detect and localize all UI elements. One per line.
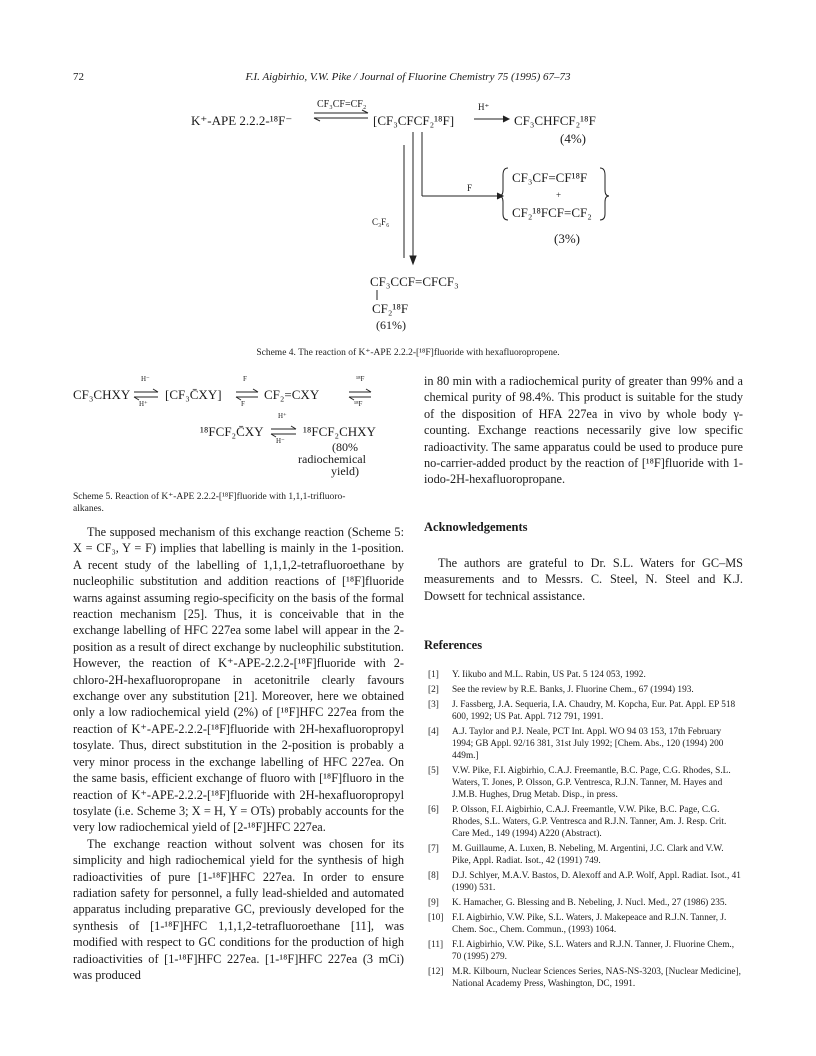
s4-reagent: CF₃CF=CF₂ bbox=[317, 99, 367, 110]
s4-product-bottom-2: CF₂¹⁸F bbox=[372, 301, 409, 316]
reference-text: D.J. Schlyer, M.A.V. Bastos, D. Alexoff and A.P. Wolf, Appl. Radiat. Isot., 41 (1990) 531. bbox=[452, 871, 741, 894]
s4-reactant: K⁺-APE 2.2.2-¹⁸F⁻ bbox=[191, 113, 293, 128]
reference-text: A.J. Taylor and P.J. Neale, PCT Int. Appl. WO 94 03 153, 17th February 1994; GB Appl. 92/16 381, 31st July 1992; [Chem. Abs., 120 (1994) 200 449m.] bbox=[452, 726, 724, 761]
reference-number: [5] bbox=[428, 765, 439, 776]
reference-text: See the review by R.E. Banks, J. Fluorine Chem., 67 (1994) 193. bbox=[452, 684, 694, 695]
reference-text: K. Hamacher, G. Blessing and B. Nebeling, J. Nucl. Med., 27 (1986) 235. bbox=[452, 898, 727, 909]
reference-text: M. Guillaume, A. Luxen, B. Nebeling, M. Argentini, J.C. Clark and V.W. Pike, Appl. Radiat. Isot., 42 (1991) 749. bbox=[452, 844, 724, 867]
scheme-4-caption: Scheme 4. The reaction of K⁺-APE 2.2.2-[¹⁸F]fluoride with hexafluoropropene. bbox=[256, 348, 560, 358]
reference-number: [4] bbox=[428, 726, 439, 737]
reference-item bbox=[424, 912, 743, 936]
reference-item bbox=[424, 726, 743, 763]
reference-number: [11] bbox=[428, 940, 444, 950]
s5-a2-bot: F bbox=[241, 400, 245, 408]
reference-number: [12] bbox=[428, 967, 444, 977]
s4-plus: + bbox=[556, 190, 562, 200]
scheme-5-caption-1: Scheme 5. Reaction of K⁺-APE 2.2.2-[¹⁸F]fluoride with 1,1,1-trifluoro- bbox=[73, 492, 346, 502]
s5-a4-top: H⁺ bbox=[278, 412, 287, 420]
acknowledgements bbox=[424, 555, 743, 604]
reference-number: [7] bbox=[428, 844, 439, 855]
s4-product-bottom-1: CF₃CCF=CFCF₃ bbox=[370, 274, 459, 289]
reference-text: M.R. Kilbourn, Nuclear Sciences Series, NAS-NS-3203, [Nuclear Medicine], National Academy Press, Washington, DC, 1991. bbox=[452, 967, 741, 990]
acknowledgements-heading: Acknowledgements bbox=[424, 520, 528, 534]
reference-item bbox=[424, 966, 743, 990]
scheme-5-caption-2: alkanes. bbox=[73, 504, 104, 514]
references-heading: References bbox=[424, 638, 483, 652]
s5-a3-bot: ¹⁸F bbox=[354, 400, 363, 408]
s5-yield-1: (80% bbox=[332, 440, 358, 454]
reference-text: Y. Iikubo and M.L. Rabin, US Pat. 5 124 053, 1992. bbox=[452, 670, 646, 680]
s4-yield-mid: (3%) bbox=[554, 231, 580, 246]
reference-item bbox=[424, 939, 743, 963]
s5-a2-top: F bbox=[243, 375, 247, 383]
s5-s2: [CF₃C̄XY] bbox=[165, 387, 222, 402]
s4-product-top: CF₃CHFCF₂¹⁸F bbox=[514, 113, 596, 128]
reference-item bbox=[424, 684, 743, 696]
references-list bbox=[424, 669, 743, 993]
reference-number: [2] bbox=[428, 684, 439, 695]
s4-branch-label: F bbox=[467, 183, 473, 193]
reference-text: J. Fassberg, J.A. Sequeria, I.A. Chaudry, M. Kopcha, Eur. Pat. Appl. EP 518 600, 1992; US Pat. Appl. 712 791, 1991. bbox=[452, 699, 736, 722]
reference-number: [8] bbox=[428, 871, 439, 882]
s5-s3: CF₂=CXY bbox=[264, 387, 320, 402]
acknowledgements-text: The authors are grateful to Dr. S.L. Waters for GC–MS measurements and to Messrs. C. Steel, N. Steel and K.J. Dowsett for technical assistance. bbox=[424, 556, 743, 603]
reference-item bbox=[424, 897, 743, 909]
s5-s1: CF₃CHXY bbox=[73, 387, 131, 402]
reference-item bbox=[424, 765, 743, 802]
paragraph-exchange: The exchange reaction without solvent was chosen for its simplicity and high radiochemical yield for the synthesis of high radioactivities of pure [1-¹⁸F]HFC 227ea. In order to ensure radiation safety for personnel, a fully lead-shielded and automated apparatus including preparative GC, previously developed for the synthesis of [1-¹⁸F]HFC 1,1,1,2-tetrafluoroethane [11], was modified with respect to GC conditions for the production of high radioactivities of [1-¹⁸F]HFC 227ea. [1-¹⁸F]HFC 227ea (3 mCi) was produced bbox=[73, 836, 404, 982]
s4-yield-bottom: (61%) bbox=[376, 318, 406, 332]
s5-a4-bot: H⁻ bbox=[276, 437, 285, 445]
reference-number: [3] bbox=[428, 699, 439, 710]
reference-number: [1] bbox=[428, 670, 439, 680]
page-number: 72 bbox=[73, 71, 84, 83]
s5-a1-bot: H⁺ bbox=[139, 400, 148, 408]
paragraph-continued: in 80 min with a radiochemical purity of greater than 99% and a chemical purity of 98.4%. This product is suitable for the study of the disposition of HFA 227ea in vivo by whole body γ-counting. Exchange reactions necessarily give low specific radioactivity. The same apparatus could be used to produce pure no-carrier-added product by the reaction of [¹⁸F]fluoride with 1-iodo-2H-hexafluoropropane. bbox=[424, 374, 743, 487]
reference-number: [10] bbox=[428, 913, 444, 923]
s4-arrows bbox=[0, 0, 816, 340]
right-column bbox=[424, 373, 743, 488]
reference-text: F.I. Aigbirhio, V.W. Pike, S.L. Waters and R.J.N. Tanner, J. Fluorine Chem., 70 (1995) 279. bbox=[452, 940, 735, 963]
s5-s4: ¹⁸FCF₂C̄XY bbox=[200, 424, 264, 439]
reference-text: P. Olsson, F.I. Aigbirhio, C.A.J. Freemantle, V.W. Pike, B.C. Page, C.G. Rhodes, S.L. Waters, G.P. Ventresca and R.J.N. Tanner, Am. J. Resp. Crit. Care Med., 149 (1994) A220 (Abstract). bbox=[452, 805, 727, 840]
reference-text: V.W. Pike, F.I. Aigbirhio, C.A.J. Freemantle, B.C. Page, C.G. Rhodes, S.L. Waters, T. Jones, P. Olsson, G.P. Ventresca, R.J.N. Tanner, M. Hayes and J.M.B. Hughes, Drug Metab. Disp., in press. bbox=[452, 765, 731, 801]
reference-item bbox=[424, 669, 743, 681]
left-column bbox=[73, 524, 404, 983]
s4-proton: H⁺ bbox=[478, 102, 490, 112]
reference-text: F.I. Aigbirhio, V.W. Pike, S.L. Waters, J. Makepeace and R.J.N. Tanner, J. Chem. Soc., Chem. Commun., (1993) 1064. bbox=[452, 913, 727, 936]
paragraph-mechanism: The supposed mechanism of this exchange reaction (Scheme 5: X = CF₃, Y = F) implies that labelling is mainly in the 1-position. A recent study of the labelling of 1,1,1,2-tetrafluoroethane by nucleophilic substitution and addition reactions of [¹⁸F]fluoride warns against assuming regio-specificity on the basis of the formal reaction mechanism [25]. Thus, it is conceivable that in the exchange labelling of HFC 227ea some label will appear in the 2-position as a result of direct exchange by nucleophilic substitution. However, the reaction of K⁺-APE-2.2.2-[¹⁸F]fluoride with 2-chloro-2H-hexafluoropropane in acetonitrile clearly favours exchange over any substitution [21]. Moreover, here we obtained only a low radiochemical yield (2%) of [¹⁸F]HFC 227ea from the reaction of K⁺-APE-2.2.2-[¹⁸F]fluoride with 2H-hexafluoropropyl tosylate. Thus, direct substitution in the 2-position is probably a very minor process in the exchange labelling of HFC 227ea. On the same basis, efficient exchange of fluoro with [¹⁸F]fluoro in the reaction of K⁺-APE-2.2.2-[¹⁸F]fluoride with 2H-hexafluoropropyl tosylate (i.e. Scheme 3; X = H, Y = OTs) probably accounts for the very low radiochemical yield of [2-¹⁸F]HFC 227ea. bbox=[73, 525, 404, 835]
s5-a3-top: ¹⁸F bbox=[356, 375, 365, 383]
s5-s5: ¹⁸FCF₂CHXY bbox=[303, 424, 376, 439]
s4-product-a: CF₃CF=CF¹⁸F bbox=[512, 170, 588, 185]
reference-item bbox=[424, 870, 743, 894]
reference-item bbox=[424, 843, 743, 867]
s4-yield-top: (4%) bbox=[560, 131, 586, 146]
reference-number: [9] bbox=[428, 898, 439, 909]
s4-intermediate: [CF₃CFCF₂¹⁸F] bbox=[373, 113, 455, 128]
s5-yield-3: yield) bbox=[331, 464, 359, 478]
s4-product-b: CF₂¹⁸FCF=CF₂ bbox=[512, 205, 592, 220]
reference-item bbox=[424, 804, 743, 841]
reference-item bbox=[424, 699, 743, 723]
s5-yield-2: radiochemical bbox=[298, 452, 366, 466]
s5-arrows bbox=[0, 370, 420, 450]
s4-side-label: C₃F₆ bbox=[372, 217, 390, 227]
s5-a1-top: H⁻ bbox=[141, 375, 150, 383]
running-head: F.I. Aigbirhio, V.W. Pike / Journal of Fluorine Chemistry 75 (1995) 67–73 bbox=[245, 71, 571, 83]
reference-number: [6] bbox=[428, 805, 439, 815]
